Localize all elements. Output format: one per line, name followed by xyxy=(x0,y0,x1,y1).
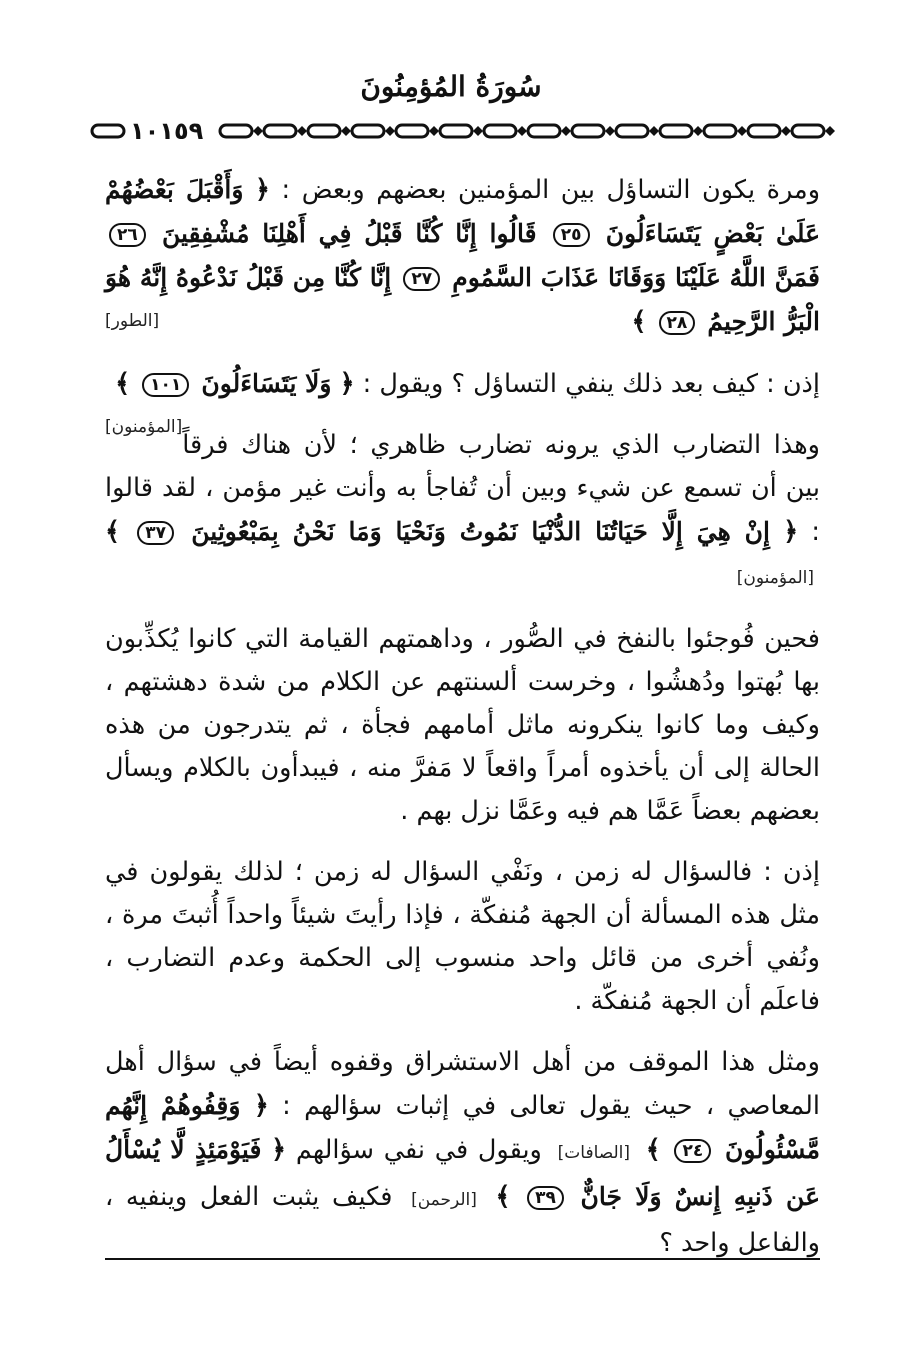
chain-link xyxy=(308,125,340,137)
quran-verse: قَالُوا إِنَّا كُنَّا قَبْلُ فِي أَهْلِنَا مُشْفِقِينَ xyxy=(161,219,537,248)
chain-diamond xyxy=(517,126,527,136)
chain-link xyxy=(616,125,648,137)
chain-link xyxy=(572,125,604,137)
chain-link xyxy=(528,125,560,137)
chain-diamond xyxy=(781,126,791,136)
surah-reference: [الصافات] xyxy=(557,1143,631,1163)
paragraph-6 xyxy=(105,1041,820,1265)
quran-open-bracket: ﴿ xyxy=(255,175,270,205)
bottom-rule xyxy=(105,1258,820,1260)
chain-link xyxy=(440,125,472,137)
quran-close-bracket: ﴾ xyxy=(645,1135,661,1165)
quran-close-bracket: ﴾ xyxy=(631,307,647,337)
paragraph-text: وهذا التضارب الذي يرونه تضارب ظاهري ؛ لأن هناك فرقاً بين أن تسمع عن شيء وبين أن تُفاجأ به وأنت غير مؤمن ، لقد قالوا : xyxy=(105,430,820,547)
chain-link xyxy=(352,125,384,137)
ayah-number: ٣٩ xyxy=(527,1186,564,1210)
chain-diamond xyxy=(605,126,615,136)
quran-close-bracket: ﴾ xyxy=(105,517,120,547)
chain-diamond xyxy=(341,126,351,136)
quran-verse: وَأَقْبَلَ بَعْضُهُمْ عَلَىٰ بَعْضٍ يَتَسَاءَلُونَ xyxy=(105,175,821,248)
paragraph-text: ومرة يكون التساؤل بين المؤمنين بعضهم وبعض : xyxy=(281,175,821,205)
chain-link xyxy=(704,125,736,137)
quran-verse: فَيَوْمَئِذٍ لَّا يُسْأَلُ عَن ذَنبِهِ إِنسٌ وَلَا جَانٌّ xyxy=(105,1135,820,1211)
chain-diamond xyxy=(737,126,747,136)
page-body xyxy=(105,168,820,1283)
paragraph-text: إذن : فالسؤال له زمن ، ونَفْي السؤال له زمن ؛ لذلك يقولون في مثل هذه المسألة أن الجهة مُنفكّة ، فإذا رأيتَ شيئاً واحداً أُثبتَ مرة ، ونُفي أخرى من قائل واحد منسوب إلى الحكمة وعدم التضارب ، فاعلَم أن الجهة مُنفكّة . xyxy=(105,857,820,1016)
paragraph-4 xyxy=(105,618,820,833)
chain-link xyxy=(660,125,692,137)
quran-verse: إِنَّا كُنَّا مِن قَبْلُ نَدْعُوهُ إِنَّهُ هُوَ الْبَرُّ الرَّحِيمُ xyxy=(105,263,820,336)
surah-reference: [الرحمن] xyxy=(411,1190,477,1210)
chain-link xyxy=(220,125,252,137)
ayah-number: ٢٨ xyxy=(659,311,696,335)
quran-open-bracket: ﴿ xyxy=(783,517,799,547)
quran-open-bracket: ﴿ xyxy=(339,369,355,399)
ayah-number: ٢٦ xyxy=(109,223,146,247)
quran-verse: إِنْ هِيَ إِلَّا حَيَاتُنَا الدُّنْيَا نَمُوتُ وَنَحْيَا وَمَا نَحْنُ بِمَبْعُوثِينَ xyxy=(191,517,770,546)
chain-diamond xyxy=(825,126,835,136)
chain-diamond xyxy=(429,126,439,136)
surah-reference: [الطور] xyxy=(105,311,160,331)
paragraph-text: إذن : كيف بعد ذلك ينفي التساؤل ؟ ويقول : xyxy=(362,369,820,399)
ayah-number: ١٠١ xyxy=(142,373,189,397)
chain-diamond xyxy=(561,126,571,136)
chain-diamond xyxy=(253,126,263,136)
quran-close-bracket: ﴾ xyxy=(495,1182,511,1212)
quran-open-bracket: ﴿ xyxy=(253,1091,269,1121)
chain-diamond xyxy=(649,126,659,136)
surah-reference: [المؤمنون] xyxy=(105,417,183,437)
paragraph-1 xyxy=(105,168,820,344)
chain-link xyxy=(396,125,428,137)
quran-verse: فَمَنَّ اللَّهُ عَلَيْنَا وَوَقَانَا عَذَابَ السَّمُومِ xyxy=(452,263,821,292)
page-number: ١٠١٥٩ xyxy=(130,117,204,145)
paragraph-text: ويقول في نفي سؤالهم xyxy=(295,1135,542,1165)
paragraph-2 xyxy=(105,362,820,437)
chain-diamond xyxy=(473,126,483,136)
chain-link xyxy=(792,125,824,137)
chain-link xyxy=(92,125,124,137)
paragraph-text: فكيف يثبت الفعل وينفيه ، والفاعل واحد ؟ xyxy=(105,1182,820,1258)
chain-diamond xyxy=(385,126,395,136)
chain-diamond xyxy=(693,126,703,136)
surah-reference: [المؤمنون] xyxy=(736,568,814,588)
quran-verse: وَقِفُوهُمْ إِنَّهُم مَّسْئُولُونَ xyxy=(105,1091,820,1164)
chain-link xyxy=(484,125,516,137)
ayah-number: ٣٧ xyxy=(137,521,174,545)
paragraph-5 xyxy=(105,851,820,1023)
chain-link xyxy=(264,125,296,137)
quran-close-bracket: ﴾ xyxy=(115,369,131,399)
paragraph-3 xyxy=(105,424,820,600)
quran-verse: وَلَا يَتَسَاءَلُونَ xyxy=(201,369,332,398)
ayah-number: ٢٥ xyxy=(553,223,590,247)
chain-link xyxy=(748,125,780,137)
chain-diamond xyxy=(297,126,307,136)
ayah-number: ٢٤ xyxy=(674,1139,711,1163)
ayah-number: ٢٧ xyxy=(403,267,440,291)
surah-title: سُورَةُ المُؤمِنُونَ xyxy=(360,70,542,103)
paragraph-text: فحين فُوجئوا بالنفخ في الصُّور ، وداهمتهم القيامة التي كانوا يُكذِّبون بها بُهتوا ودُهشُوا ، وخرست ألسنتهم عن الكلام من شدة دهشتهم ، وكيف وما كانوا ينكرونه ماثل أمامهم فجأة ، ثم يتدرجون من هذه الحالة إلى أن يأخذوه أمراً واقعاً لا مَفرَّ منه ، فيبدأون بالكلام ويسأل بعضهم بعضاً عَمَّا هم فيه وعَمَّا نزل بهم . xyxy=(105,624,820,826)
paragraph-text: ومثل هذا الموقف من أهل الاستشراق وقفوه أيضاً في سؤال أهل المعاصي ، حيث يقول تعالى في إثبات سؤالهم : xyxy=(105,1047,821,1121)
quran-open-bracket: ﴿ xyxy=(271,1135,287,1165)
